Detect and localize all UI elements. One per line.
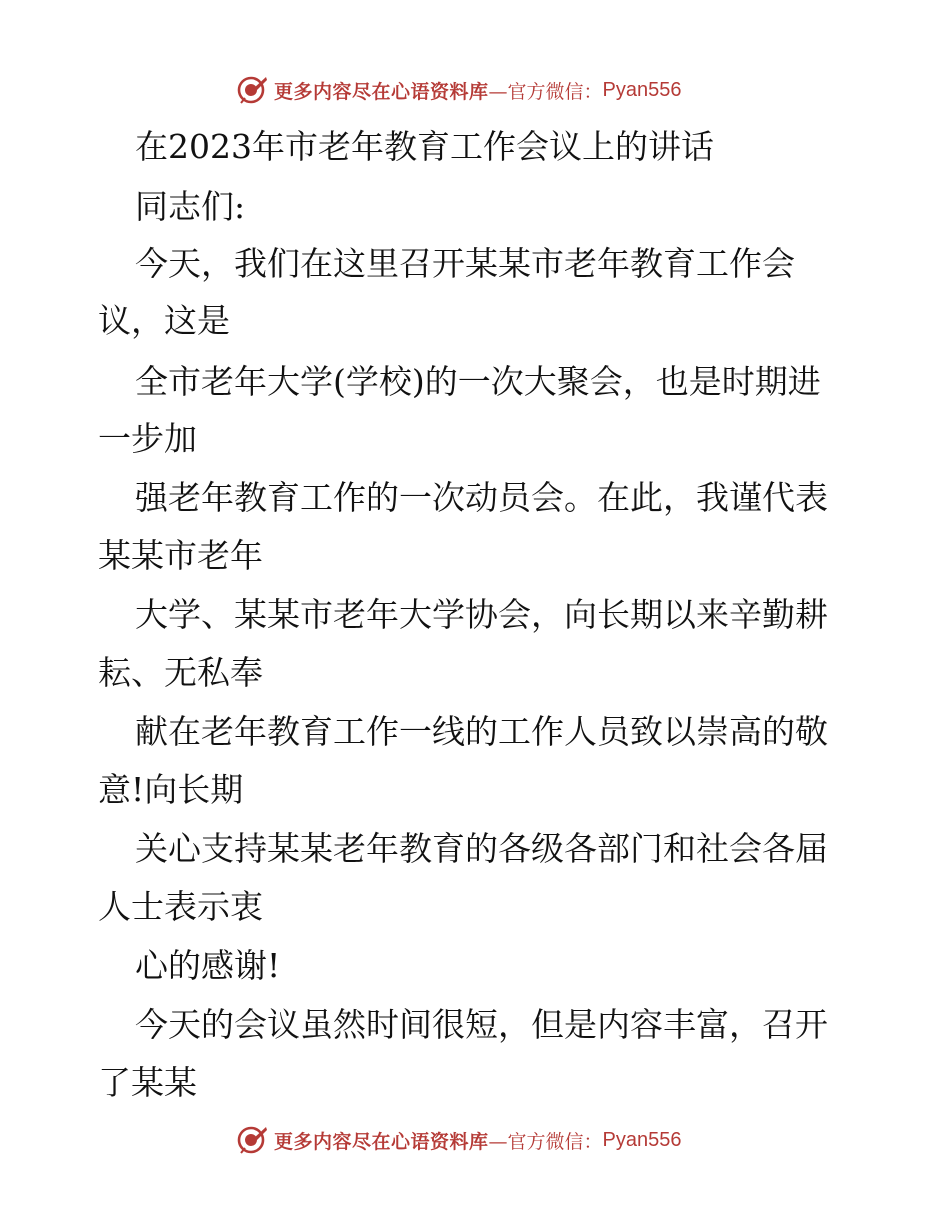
salutation: 同志们: bbox=[135, 187, 246, 226]
wechat-id: Pyan556 bbox=[602, 78, 682, 101]
header-banner bbox=[236, 73, 716, 107]
site-name: 更多内容尽在心语资料库 bbox=[274, 80, 489, 103]
footer-banner bbox=[236, 1123, 716, 1157]
text-line: 今天，我们在这里召开某某市老年教育工作会 bbox=[135, 244, 795, 283]
wechat-label: —官方微信： bbox=[488, 80, 603, 103]
pen-logo-icon bbox=[236, 74, 268, 106]
text-line: 耘、无私奉 bbox=[98, 653, 263, 692]
text-line: 某某市老年 bbox=[98, 536, 263, 575]
text-line: 心的感谢! bbox=[135, 946, 281, 985]
text-line: 大学、某某市老年大学协会，向长期以来辛勤耕 bbox=[135, 595, 828, 634]
wechat-id: Pyan556 bbox=[602, 1128, 682, 1151]
pen-logo-icon bbox=[236, 1124, 268, 1156]
text-line: 意!向长期 bbox=[98, 770, 244, 809]
document-title: 在2023年市老年教育工作会议上的讲话 bbox=[135, 127, 714, 166]
text-line: 了某某 bbox=[98, 1063, 197, 1102]
text-line: 强老年教育工作的一次动员会。在此，我谨代表 bbox=[135, 478, 828, 517]
text-line: 人士表示衷 bbox=[98, 887, 263, 926]
site-name: 更多内容尽在心语资料库 bbox=[274, 1130, 489, 1153]
wechat-label: —官方微信： bbox=[488, 1130, 603, 1153]
text-line: 全市老年大学(学校)的一次大聚会，也是时期进 bbox=[135, 362, 821, 401]
text-line: 今天的会议虽然时间很短，但是内容丰富，召开 bbox=[135, 1005, 828, 1044]
text-line: 关心支持某某老年教育的各级各部门和社会各届 bbox=[135, 829, 828, 868]
text-line: 献在老年教育工作一线的工作人员致以崇高的敬 bbox=[135, 712, 828, 751]
text-line: 一步加 bbox=[98, 419, 197, 458]
text-line: 议，这是 bbox=[98, 301, 230, 340]
